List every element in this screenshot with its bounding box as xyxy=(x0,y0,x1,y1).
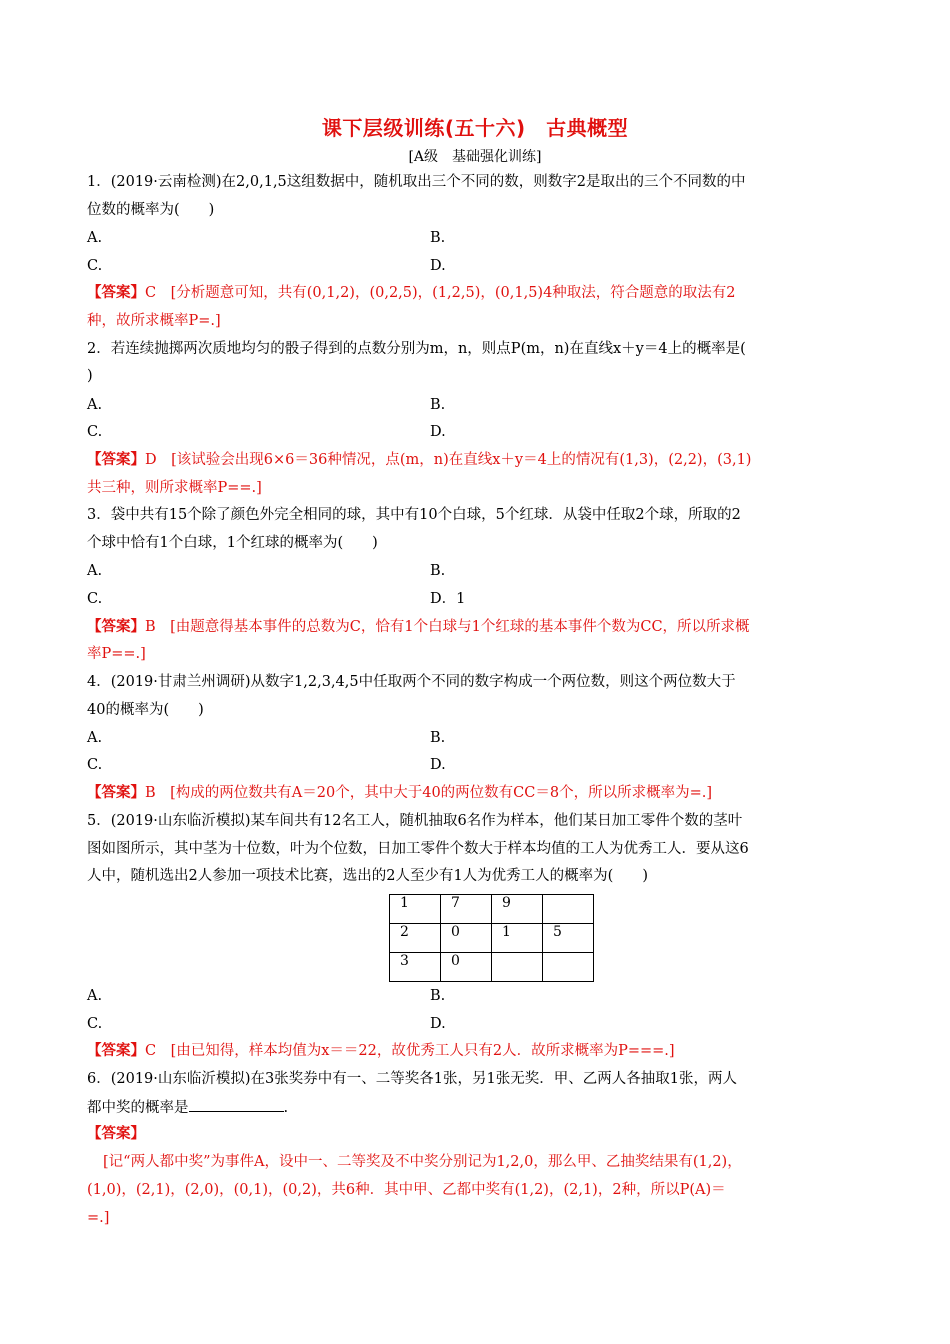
q1-option-d: D. xyxy=(430,258,446,274)
table-cell: 1 xyxy=(492,924,543,953)
q1-option-a: A. xyxy=(87,230,103,246)
q5-stem-line3: 人中，随机选出2人参加一项技术比赛，选出的2人至少有1人为优秀工人的概率为( ) xyxy=(87,868,648,884)
q2-option-d: D. xyxy=(430,424,446,440)
table-row xyxy=(390,895,594,924)
q6-answer-tag-line xyxy=(87,1124,877,1144)
q3-answer-line2: 率P==.] xyxy=(87,646,146,662)
stem-leaf-table xyxy=(389,894,594,982)
q5-option-d: D. xyxy=(430,1016,446,1032)
q2-stem-line1: 2．若连续抛掷两次质地均匀的骰子得到的点数分别为m，n，则点P(m，n)在直线x＋y＝4上的概率是( xyxy=(87,341,746,357)
q1-stem-line2: 位数的概率为( ) xyxy=(87,202,215,218)
table-cell: 9 xyxy=(492,895,543,924)
q5-stem-line2: 图如图所示，其中茎为十位数，叶为个位数，日加工零件个数大于样本均值的工人为优秀工人．要从这6 xyxy=(87,841,749,857)
q3-stem-line1: 3．袋中共有15个除了颜色外完全相同的球，其中有10个白球，5个红球．从袋中任取2个球，所取的2 xyxy=(87,507,741,523)
q4-stem-line2: 40的概率为( ) xyxy=(87,702,204,718)
answer-tag: 【答案】 xyxy=(87,1043,145,1059)
table-cell: 7 xyxy=(441,895,492,924)
q1-option-b: B. xyxy=(430,230,446,246)
table-cell xyxy=(492,953,543,982)
q4-option-a: A. xyxy=(87,730,103,746)
q5-answer-line1: 【答案】C [由已知得，样本均值为x＝＝22，故优秀工人只有2人．故所求概率为P===.] xyxy=(87,1043,675,1059)
table-row xyxy=(390,924,594,953)
q5-stem-line1: 5．(2019·山东临沂模拟)某车间共有12名工人，随机抽取6名作为样本，他们某日加工零件个数的茎叶 xyxy=(87,813,743,829)
q3-option-b: B. xyxy=(430,563,446,579)
q1-answer-line1: 【答案】C [分析题意可知，共有(0,1,2)，(0,2,5)，(1,2,5)，(0,1,5)4种取法，符合题意的取法有2 xyxy=(87,285,736,301)
section-subtitle: [A级 基础强化训练] xyxy=(408,149,542,165)
q3-option-d: D．1 xyxy=(430,591,466,607)
table-cell: 2 xyxy=(390,924,441,953)
q2-stem-line2: ) xyxy=(87,368,93,384)
q5-option-a: A. xyxy=(87,988,103,1004)
q5-option-b: B. xyxy=(430,988,446,1004)
answer-tag: 【答案】 xyxy=(87,619,145,635)
q5-option-c: C. xyxy=(87,1016,103,1032)
q2-option-a: A. xyxy=(87,397,103,413)
q6-solution-line1: [记“两人都中奖”为事件A，设中一、二等奖及不中奖分别记为1,2,0，那么甲、乙抽奖结果有(1,2)， xyxy=(103,1154,742,1170)
q4-answer-line1: 【答案】B [构成的两位数共有A＝20个，其中大于40的两位数有CC＝8个，所以所求概率为=.] xyxy=(87,785,713,801)
q4-option-c: C. xyxy=(87,757,103,773)
q4-option-d: D. xyxy=(430,757,446,773)
page-title: 课下层级训练(五十六) 古典概型 xyxy=(321,116,629,140)
table-cell: 0 xyxy=(441,953,492,982)
table-cell: 0 xyxy=(441,924,492,953)
table-cell: 1 xyxy=(390,895,441,924)
q4-stem-line1: 4．(2019·甘肃兰州调研)从数字1,2,3,4,5中任取两个不同的数字构成一个两位数，则这个两位数大于 xyxy=(87,674,736,690)
q4-option-b: B. xyxy=(430,730,446,746)
answer-tag: 【答案】 xyxy=(87,785,145,801)
q1-option-c: C. xyxy=(87,258,103,274)
q1-answer-line2: 种，故所求概率P=.] xyxy=(87,313,221,329)
q2-answer-line1: 【答案】D [该试验会出现6×6＝36种情况，点(m，n)在直线x＋y＝4上的情况有(1,3)，(2,2)，(3,1) xyxy=(87,452,752,468)
answer-tag: 【答案】 xyxy=(87,285,145,301)
q6-stem-line1: 6．(2019·山东临沂模拟)在3张奖券中有一、二等奖各1张，另1张无奖．甲、乙两人各抽取1张，两人 xyxy=(87,1071,737,1087)
q2-answer-line2: 共三种，则所求概率P==.] xyxy=(87,480,262,496)
table-cell xyxy=(543,953,594,982)
q6-stem-line2: 都中奖的概率是 . xyxy=(87,1097,877,1118)
q3-option-c: C. xyxy=(87,591,103,607)
table-row xyxy=(390,953,594,982)
q3-stem-line2: 个球中恰有1个白球，1个红球的概率为( ) xyxy=(87,535,378,551)
answer-tag: 【答案】 xyxy=(87,452,145,468)
q6-solution-line3: =.] xyxy=(87,1210,110,1226)
answer-tag: 【答案】 xyxy=(87,1126,145,1142)
table-cell: 5 xyxy=(543,924,594,953)
q3-option-a: A. xyxy=(87,563,103,579)
q2-option-c: C. xyxy=(87,424,103,440)
table-cell xyxy=(543,895,594,924)
table-cell: 3 xyxy=(390,953,441,982)
q1-stem-line1: 1．(2019·云南检测)在2,0,1,5这组数据中，随机取出三个不同的数，则数字2是取出的三个不同数的中 xyxy=(87,174,746,190)
q2-option-b: B. xyxy=(430,397,446,413)
q3-answer-line1: 【答案】B [由题意得基本事件的总数为C，恰有1个白球与1个红球的基本事件个数为CC，所以所求概 xyxy=(87,619,750,635)
q6-solution-line2: (1,0)，(2,1)，(2,0)，(0,1)，(0,2)，共6种．其中甲、乙都中奖有(1,2)，(2,1)，2种，所以P(A)＝ xyxy=(87,1182,726,1198)
answer-blank xyxy=(189,1097,284,1112)
